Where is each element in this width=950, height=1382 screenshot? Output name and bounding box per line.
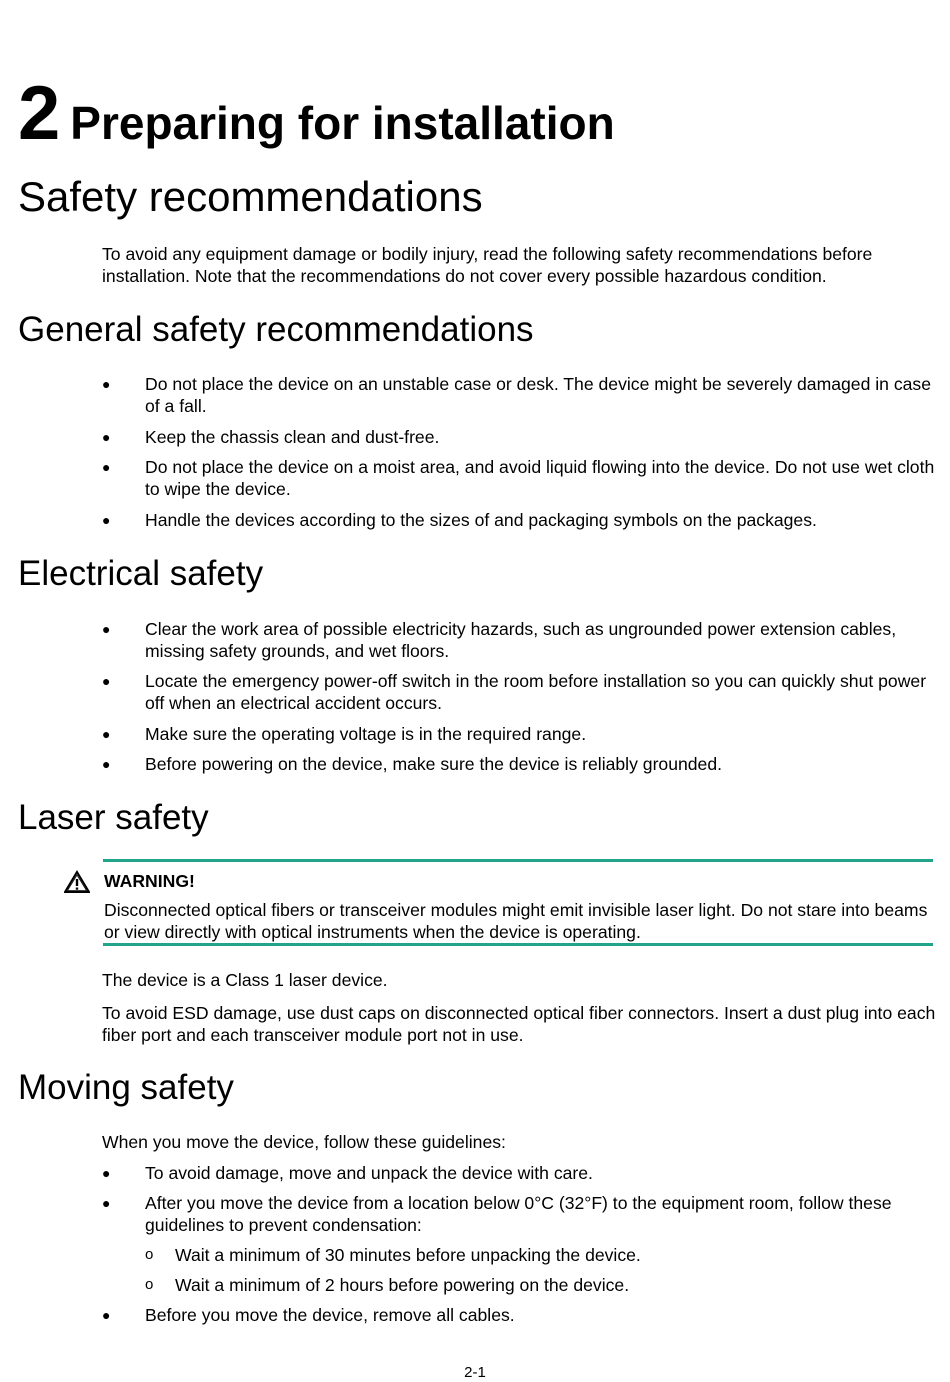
list-item xyxy=(102,509,937,531)
list-item xyxy=(102,1304,937,1326)
sub-list-item-text: Wait a minimum of 2 hours before powering on the device. xyxy=(175,1275,630,1295)
list-item-text: Before you move the device, remove all cables. xyxy=(145,1305,515,1325)
chapter-title-text: Preparing for installation xyxy=(70,97,615,149)
bullet-icon: ● xyxy=(102,459,111,475)
warning-title: WARNING! xyxy=(104,871,195,891)
heading-safety-recommendations: Safety recommendations xyxy=(18,173,483,220)
esd-paragraph: To avoid ESD damage, use dust caps on disconnected optical fiber connectors. Insert a dust plug into each fiber port and each transceiver module port not in use. xyxy=(102,1003,936,1045)
sub-list-item xyxy=(145,1244,935,1266)
list-item xyxy=(102,723,937,745)
bullet-icon: ● xyxy=(102,376,111,392)
bullet-icon: ● xyxy=(102,1195,111,1211)
moving-intro-paragraph: When you move the device, follow these guidelines: xyxy=(102,1132,506,1152)
safety-intro-paragraph: To avoid any equipment damage or bodily injury, read the following safety recommendations before installation. Note that the recommendations do not cover every possible hazardous condition. xyxy=(102,244,873,286)
heading-general-safety: General safety recommendations xyxy=(18,310,534,349)
list-item-text: Clear the work area of possible electricity hazards, such as ungrounded power extension cables, missing safety grounds, and wet floors. xyxy=(145,619,897,661)
chapter-number: 2 xyxy=(18,71,61,156)
sub-list-item-text: Wait a minimum of 30 minutes before unpacking the device. xyxy=(175,1245,641,1265)
warning-top-rule xyxy=(103,859,933,862)
bullet-icon: ● xyxy=(102,673,111,689)
heading-moving-safety: Moving safety xyxy=(18,1068,234,1107)
list-item-text: Locate the emergency power-off switch in the room before installation so you can quickly shut power off when an electrical accident occurs. xyxy=(145,671,927,713)
list-item-text: Do not place the device on an unstable case or desk. The device might be severely damaged in case of a fall. xyxy=(145,374,932,416)
list-item-text: Handle the devices according to the sizes of and packaging symbols on the packages. xyxy=(145,510,817,530)
list-item xyxy=(102,753,937,775)
bullet-icon: ● xyxy=(102,621,111,637)
bullet-icon: ● xyxy=(102,1165,111,1181)
list-item xyxy=(102,1192,937,1236)
page-number: 2-1 xyxy=(464,1364,486,1381)
bullet-icon: ● xyxy=(102,512,111,528)
list-item-text: After you move the device from a location below 0°C (32°F) to the equipment room, follow these guidelines to prevent condensation: xyxy=(145,1193,892,1235)
list-item xyxy=(102,670,937,714)
laser-class-paragraph: The device is a Class 1 laser device. xyxy=(102,970,388,990)
chapter-title xyxy=(18,70,615,157)
list-item xyxy=(102,373,937,417)
heading-electrical-safety: Electrical safety xyxy=(18,554,264,593)
list-item-text: Do not place the device on a moist area, and avoid liquid flowing into the device. Do not use wet cloth to wipe the device. xyxy=(145,457,935,499)
sub-list-item xyxy=(145,1274,935,1296)
list-item xyxy=(102,1162,937,1184)
bullet-icon: ● xyxy=(102,1307,111,1323)
sub-bullet-icon: o xyxy=(145,1246,154,1263)
list-item xyxy=(102,426,937,448)
list-item-text: Keep the chassis clean and dust-free. xyxy=(145,427,440,447)
heading-laser-safety: Laser safety xyxy=(18,798,209,837)
list-item-text: Make sure the operating voltage is in the required range. xyxy=(145,724,587,744)
warning-text: Disconnected optical fibers or transceiver modules might emit invisible laser light. Do not stare into beams or view directly with optical instruments when the device is operating. xyxy=(104,900,928,942)
bullet-icon: ● xyxy=(102,726,111,742)
list-item-text: To avoid damage, move and unpack the device with care. xyxy=(145,1163,593,1183)
list-item xyxy=(102,456,937,500)
warning-triangle-icon xyxy=(64,870,90,894)
warning-bottom-rule xyxy=(103,943,933,946)
list-item-text: Before powering on the device, make sure the device is reliably grounded. xyxy=(145,754,723,774)
bullet-icon: ● xyxy=(102,756,111,772)
bullet-icon: ● xyxy=(102,429,111,445)
list-item xyxy=(102,618,937,662)
sub-bullet-icon: o xyxy=(145,1276,154,1293)
